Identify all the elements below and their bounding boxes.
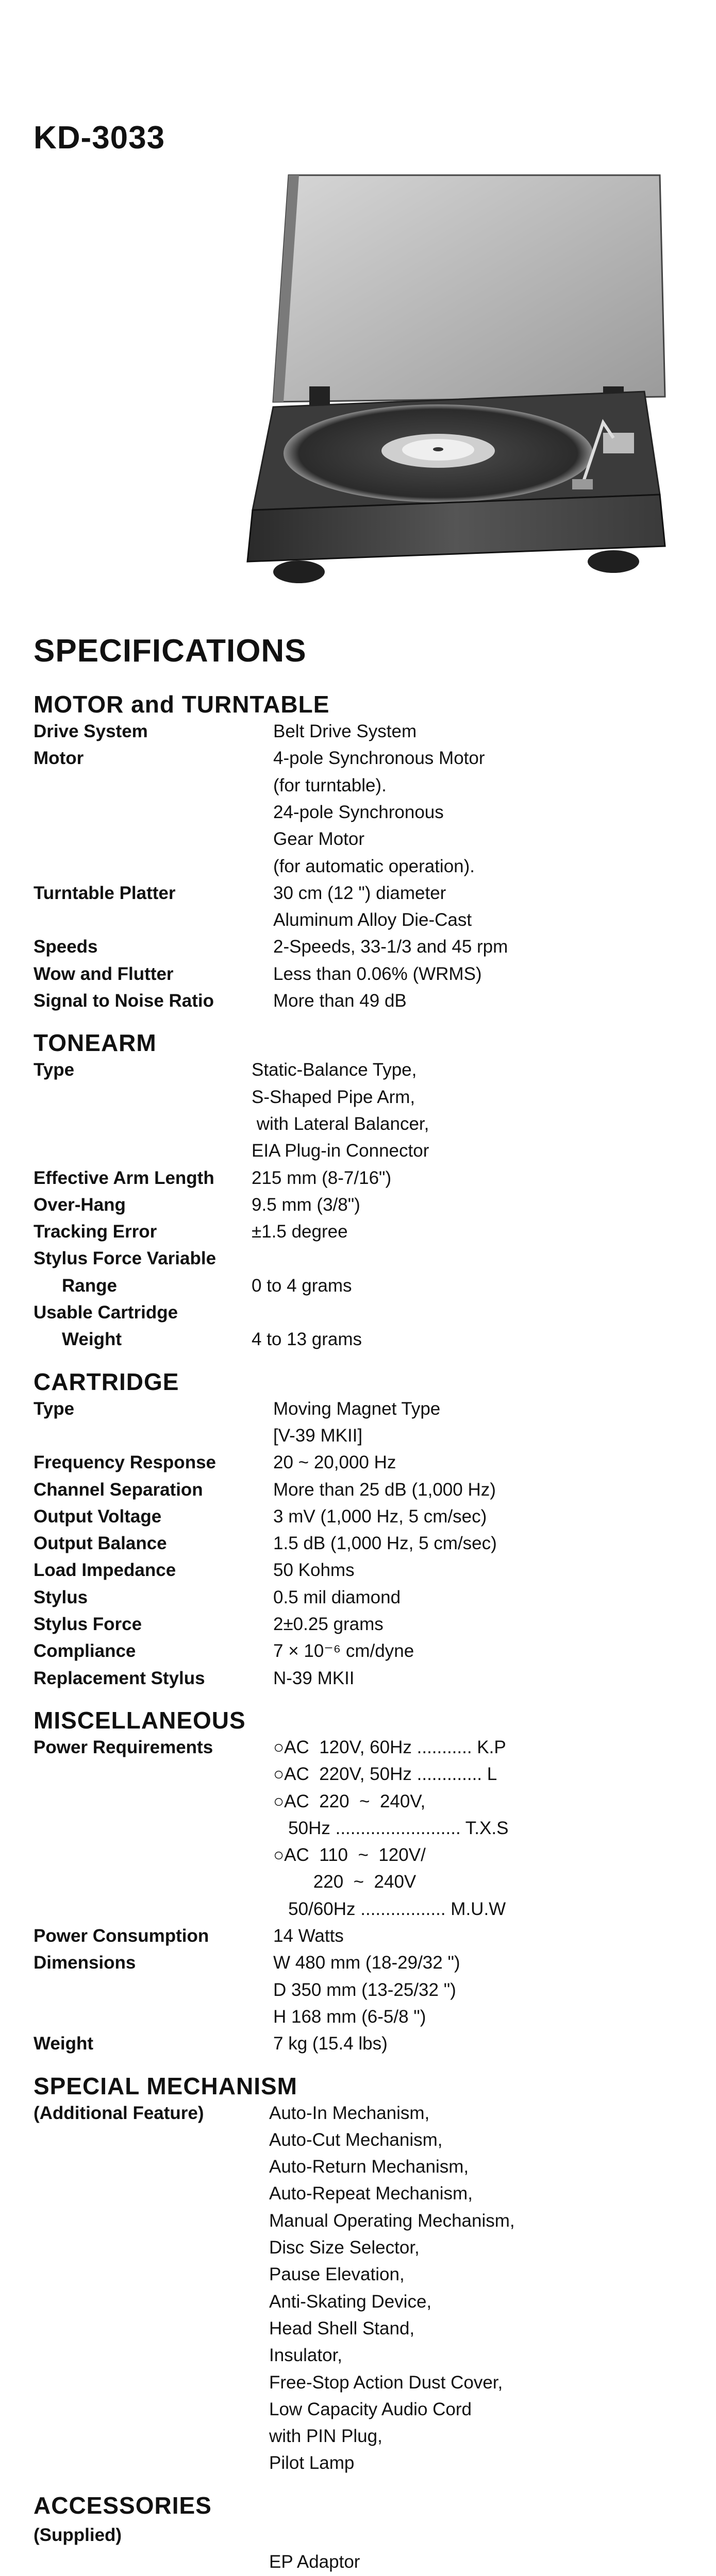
spec-value: 0 to 4 grams (252, 1275, 352, 1296)
spec-value: Auto-Cut Mechanism, (269, 2129, 443, 2150)
spec-value: 24-pole Synchronous (273, 802, 444, 822)
spec-label: Turntable Platter (34, 883, 176, 903)
spec-label: Range (62, 1275, 117, 1296)
spec-value: Anti-Skating Device, (269, 2291, 432, 2312)
spec-label: Power Consumption (34, 1926, 209, 1946)
spec-value: ○AC 110 ~ 120V/ (273, 1845, 426, 1866)
spec-value: Head Shell Stand, (269, 2318, 415, 2338)
spec-value: Pilot Lamp (269, 2453, 355, 2473)
spec-label: Usable Cartridge (34, 1302, 178, 1323)
section-heading: MISCELLANEOUS (34, 1706, 246, 1734)
spec-value: 30 cm (12 ") diameter (273, 883, 446, 903)
spec-value: N-39 MKII (273, 1668, 355, 1688)
spec-value: More than 25 dB (1,000 Hz) (273, 1479, 496, 1500)
spec-value: S-Shaped Pipe Arm, (252, 1087, 415, 1107)
spec-value: Manual Operating Mechanism, (269, 2210, 515, 2231)
spec-label: Stylus (34, 1587, 88, 1607)
spec-value: EIA Plug-in Connector (252, 1141, 429, 1161)
spec-value: D 350 mm (13-25/32 ") (273, 1979, 456, 2000)
spec-label: Motor (34, 748, 84, 769)
section-heading: CARTRIDGE (34, 1368, 179, 1395)
spec-value: Free-Stop Action Dust Cover, (269, 2372, 503, 2393)
specifications-heading: SPECIFICATIONS (34, 633, 307, 669)
spec-value: 1.5 dB (1,000 Hz, 5 cm/sec) (273, 1533, 497, 1554)
spec-label: Dimensions (34, 1953, 136, 1973)
spec-value: 50Hz ......................... T.X.S (273, 1818, 509, 1838)
spec-value: 9.5 mm (3/8") (252, 1194, 360, 1215)
spec-value: 0.5 mil diamond (273, 1587, 401, 1607)
spec-value: 20 ~ 20,000 Hz (273, 1452, 396, 1473)
spec-label: Wow and Flutter (34, 963, 174, 984)
spec-value: 4-pole Synchronous Motor (273, 748, 485, 769)
section-heading: ACCESSORIES (34, 2492, 212, 2519)
spec-value: (for automatic operation). (273, 856, 475, 876)
spec-value: 220 ~ 240V (273, 1872, 417, 1892)
spec-label: Power Requirements (34, 1737, 213, 1757)
spec-label: Over-Hang (34, 1194, 126, 1215)
spec-label: Frequency Response (34, 1452, 216, 1473)
spec-value: Insulator, (269, 2345, 343, 2366)
spec-value: EP Adaptor (269, 2552, 360, 2572)
spec-value: H 168 mm (6-5/8 ") (273, 2006, 426, 2027)
spec-value: 215 mm (8-7/16") (252, 1167, 392, 1188)
spec-value: 3 mV (1,000 Hz, 5 cm/sec) (273, 1506, 487, 1527)
section-heading: TONEARM (34, 1029, 157, 1057)
spec-value: Aluminum Alloy Die-Cast (273, 910, 472, 930)
spec-value: Gear Motor (273, 829, 364, 850)
spec-value: Less than 0.06% (WRMS) (273, 963, 482, 984)
spec-value: Disc Size Selector, (269, 2238, 420, 2258)
spec-label: Speeds (34, 937, 98, 957)
spec-value: 7 kg (15.4 lbs) (273, 2033, 388, 2054)
spec-label: Compliance (34, 1641, 136, 1662)
spec-value: Auto-Repeat Mechanism, (269, 2183, 473, 2204)
spec-value: W 480 mm (18-29/32 ") (273, 1953, 460, 1973)
spec-label: Tracking Error (34, 1222, 157, 1242)
spec-value: Auto-In Mechanism, (269, 2103, 430, 2123)
spec-label: Effective Arm Length (34, 1167, 214, 1188)
spec-value: with PIN Plug, (269, 2426, 382, 2447)
spec-value: Low Capacity Audio Cord (269, 2399, 472, 2419)
spec-label: Weight (62, 1329, 122, 1350)
spec-label: Type (34, 1398, 75, 1419)
spec-value: Moving Magnet Type (273, 1398, 441, 1419)
spec-value: ○AC 120V, 60Hz ........... K.P (273, 1737, 506, 1757)
spec-value: Pause Elevation, (269, 2264, 405, 2285)
spec-label: Type (34, 1060, 75, 1080)
spec-value: 14 Watts (273, 1926, 344, 1946)
spec-label: Drive System (34, 721, 148, 741)
spec-value: ○AC 220V, 50Hz ............. L (273, 1764, 497, 1785)
spec-value: [V-39 MKII] (273, 1425, 363, 1446)
section-heading: SPECIAL MECHANISM (34, 2072, 297, 2099)
spec-label: Output Balance (34, 1533, 167, 1554)
spec-value: More than 49 dB (273, 991, 407, 1011)
spec-value: 50/60Hz ................. M.U.W (273, 1899, 506, 1919)
spec-value: 2-Speeds, 33-1/3 and 45 rpm (273, 937, 508, 957)
spec-label: Output Voltage (34, 1506, 162, 1527)
section-heading: MOTOR and TURNTABLE (34, 691, 330, 718)
spec-label: Weight (34, 2033, 94, 2054)
spec-value: Belt Drive System (273, 721, 417, 741)
spec-value: (for turntable). (273, 775, 387, 795)
spec-value: 4 to 13 grams (252, 1329, 362, 1350)
spec-label: Stylus Force (34, 1614, 142, 1634)
spec-label: Signal to Noise Ratio (34, 991, 214, 1011)
spec-label: (Additional Feature) (34, 2103, 204, 2123)
spec-label: Stylus Force Variable (34, 1248, 217, 1269)
turntable-photo-icon (242, 165, 675, 587)
model-title: KD-3033 (34, 120, 165, 156)
spec-value: Static-Balance Type, (252, 1060, 417, 1080)
spec-value: 2±0.25 grams (273, 1614, 384, 1634)
spec-value: Auto-Return Mechanism, (269, 2157, 469, 2177)
spec-label: Replacement Stylus (34, 1668, 205, 1688)
spec-value: with Lateral Balancer, (252, 1113, 429, 1134)
spec-value: ○AC 220 ~ 240V, (273, 1791, 426, 1811)
spec-label: Channel Separation (34, 1479, 203, 1500)
spec-value: 50 Kohms (273, 1560, 355, 1581)
spec-label: Load Impedance (34, 1560, 176, 1581)
spec-value: ±1.5 degree (252, 1222, 348, 1242)
spec-label: (Supplied) (34, 2524, 122, 2545)
spec-value: 7 × 10⁻⁶ cm/dyne (273, 1641, 414, 1662)
